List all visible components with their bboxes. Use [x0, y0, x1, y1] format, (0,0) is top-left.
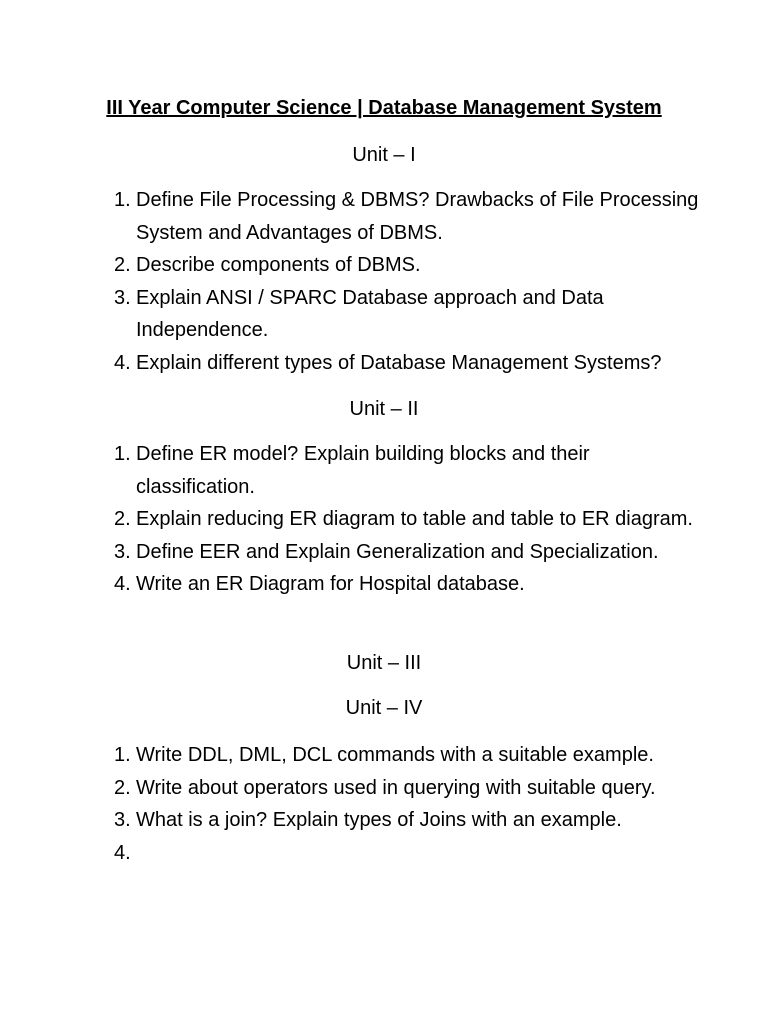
question-text: Write an ER Diagram for Hospital database.: [136, 573, 525, 595]
question-text: Define ER model? Explain building blocks and their classification.: [136, 443, 590, 498]
unit-1-heading: Unit – I: [352, 144, 416, 166]
question-number: 1.: [114, 189, 131, 211]
question-text: Explain ANSI / SPARC Database approach and Data Independence.: [136, 286, 604, 341]
question-text: Explain reducing ER diagram to table and table to ER diagram.: [136, 508, 693, 530]
list-item: [0, 772, 768, 805]
list-item: [0, 837, 768, 870]
question-text: What is a join? Explain types of Joins with an example.: [136, 809, 622, 831]
unit-4-heading: Unit – IV: [345, 697, 423, 719]
question-number: 2.: [114, 508, 131, 530]
question-number: 4.: [114, 841, 131, 864]
list-item: [0, 804, 768, 837]
list-item: [0, 568, 768, 601]
question-number: 3.: [114, 286, 131, 309]
document-title: III Year Computer Science | Database Management System: [106, 97, 662, 119]
list-item: [0, 739, 768, 772]
question-text: Define EER and Explain Generalization and Specialization.: [136, 540, 659, 563]
question-text: Write DDL, DML, DCL commands with a suitable example.: [136, 744, 654, 766]
question-number: 4.: [114, 573, 131, 595]
unit-2-question-list: [0, 438, 768, 601]
list-item: [0, 282, 768, 347]
question-text: Explain different types of Database Management Systems?: [136, 351, 662, 374]
question-number: 2.: [114, 254, 131, 276]
list-item: [0, 347, 768, 380]
unit-4-question-list: [0, 739, 768, 869]
question-text: Write about operators used in querying with suitable query.: [136, 776, 656, 799]
unit-2-heading: Unit – II: [349, 398, 419, 420]
question-number: 2.: [114, 776, 131, 799]
question-number: 1.: [114, 443, 131, 465]
list-item: [0, 438, 768, 503]
list-item: [0, 249, 768, 282]
question-number: 3.: [114, 809, 131, 831]
list-item: [0, 536, 768, 569]
unit-1-question-list: [0, 184, 768, 379]
question-number: 4.: [114, 351, 131, 374]
question-text: Define File Processing & DBMS? Drawbacks of File Processing System and Advantages of DBMS.: [136, 189, 699, 244]
question-text: Describe components of DBMS.: [136, 254, 421, 276]
list-item: [0, 503, 768, 536]
question-number: 1.: [114, 744, 131, 766]
list-item: [0, 184, 768, 249]
question-number: 3.: [114, 540, 131, 563]
unit-3-heading: Unit – III: [346, 652, 422, 674]
